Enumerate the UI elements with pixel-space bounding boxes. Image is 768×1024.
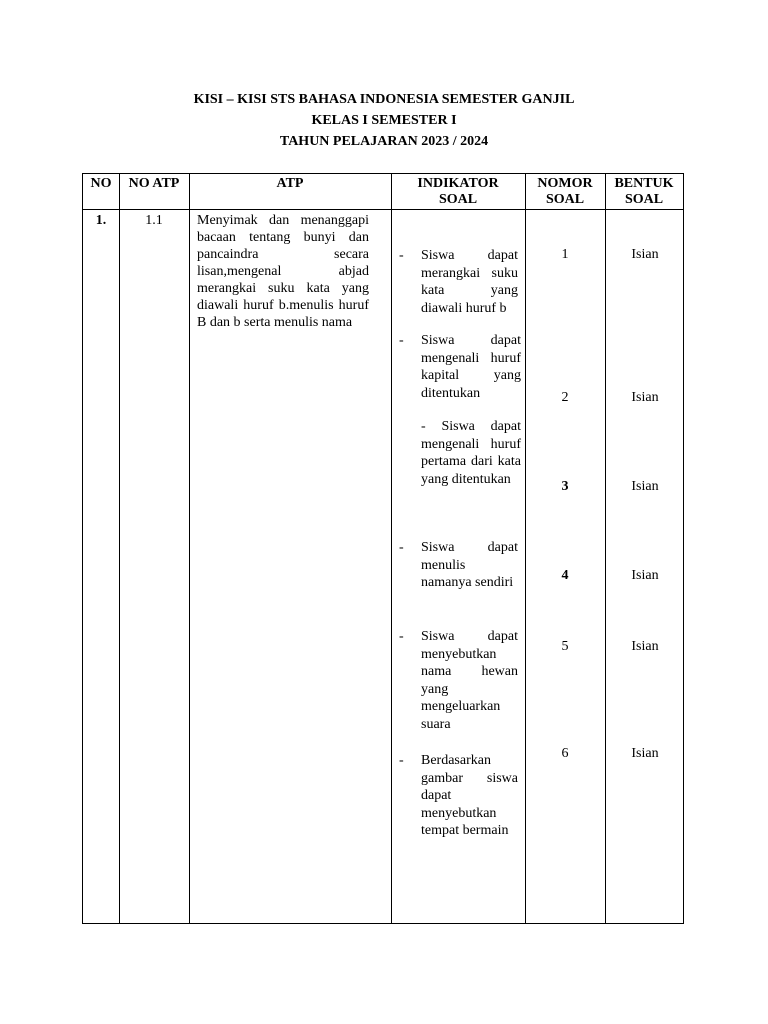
- kisi-kisi-table: [82, 173, 684, 924]
- header-indikator-line1: INDIKATOR: [417, 176, 499, 191]
- nomor-soal-value: 2: [561, 390, 569, 405]
- header-nomor-soal: [525, 176, 605, 208]
- document-subtitle-class: KELAS I SEMESTER I: [311, 113, 457, 128]
- nomor-soal-value: 1: [561, 247, 569, 262]
- header-no: NO: [90, 176, 112, 191]
- bentuk-soal-value: Isian: [631, 746, 659, 761]
- bentuk-soal-value: Isian: [631, 479, 659, 494]
- row-no: 1.: [95, 213, 107, 228]
- column-divider: [525, 174, 526, 923]
- indicator-text: Berdasarkan gambar siswa dapat menyebutkan tempat bermain: [421, 753, 518, 838]
- bentuk-soal-value: Isian: [631, 390, 659, 405]
- document-subtitle-year: TAHUN PELAJARAN 2023 / 2024: [279, 134, 489, 149]
- bentuk-soal-value: Isian: [631, 568, 659, 583]
- header-atp: ATP: [276, 176, 304, 191]
- header-indikator-soal: [391, 176, 525, 208]
- header-bentuk-soal: [605, 176, 683, 208]
- indicator-dash: -: [399, 540, 404, 555]
- indicator-dash: -: [399, 333, 404, 348]
- nomor-soal-value: 6: [561, 746, 569, 761]
- indicator-text: Siswa dapat merangkai suku kata yang diawali huruf b: [421, 248, 518, 316]
- indicator-dash: -: [399, 753, 404, 768]
- indicator-text: Siswa dapat mengenali huruf kapital yang ditentukan: [421, 333, 521, 401]
- bentuk-soal-value: Isian: [631, 247, 659, 262]
- indicator-text: - Siswa dapat mengenali huruf pertama dari kata yang ditentukan: [421, 419, 521, 487]
- header-nomor-line2: SOAL: [545, 192, 585, 207]
- nomor-soal-value: 4: [561, 568, 569, 583]
- indicator-text: Siswa dapat menyebutkan nama hewan yang mengeluarkan suara: [421, 629, 518, 732]
- nomor-soal-value: 5: [561, 639, 569, 654]
- nomor-soal-value: 3: [561, 479, 569, 494]
- indicator-dash: -: [399, 629, 404, 644]
- column-divider: [119, 174, 120, 923]
- bentuk-soal-value: Isian: [631, 639, 659, 654]
- header-bentuk-line1: BENTUK: [614, 176, 674, 191]
- column-divider: [189, 174, 190, 923]
- header-indikator-line2: SOAL: [438, 192, 478, 207]
- document-title: KISI – KISI STS BAHASA INDONESIA SEMESTER GANJIL: [193, 92, 575, 107]
- indicator-text: Siswa dapat menulis namanya sendiri: [421, 540, 518, 590]
- column-divider: [605, 174, 606, 923]
- column-divider: [391, 174, 392, 923]
- header-no-atp: NO ATP: [128, 176, 180, 191]
- header-bentuk-line2: SOAL: [624, 192, 664, 207]
- row-atp-description: Menyimak dan menanggapi bacaan tentang bunyi dan pancaindra secara lisan,mengenal abjad merangkai suku kata yang diawali huruf b.menulis huruf B dan b serta menulis nama: [197, 213, 369, 330]
- row-no-atp: 1.1: [145, 213, 163, 228]
- header-nomor-line1: NOMOR: [537, 176, 593, 191]
- indicator-dash: -: [399, 248, 404, 263]
- header-divider: [83, 209, 683, 210]
